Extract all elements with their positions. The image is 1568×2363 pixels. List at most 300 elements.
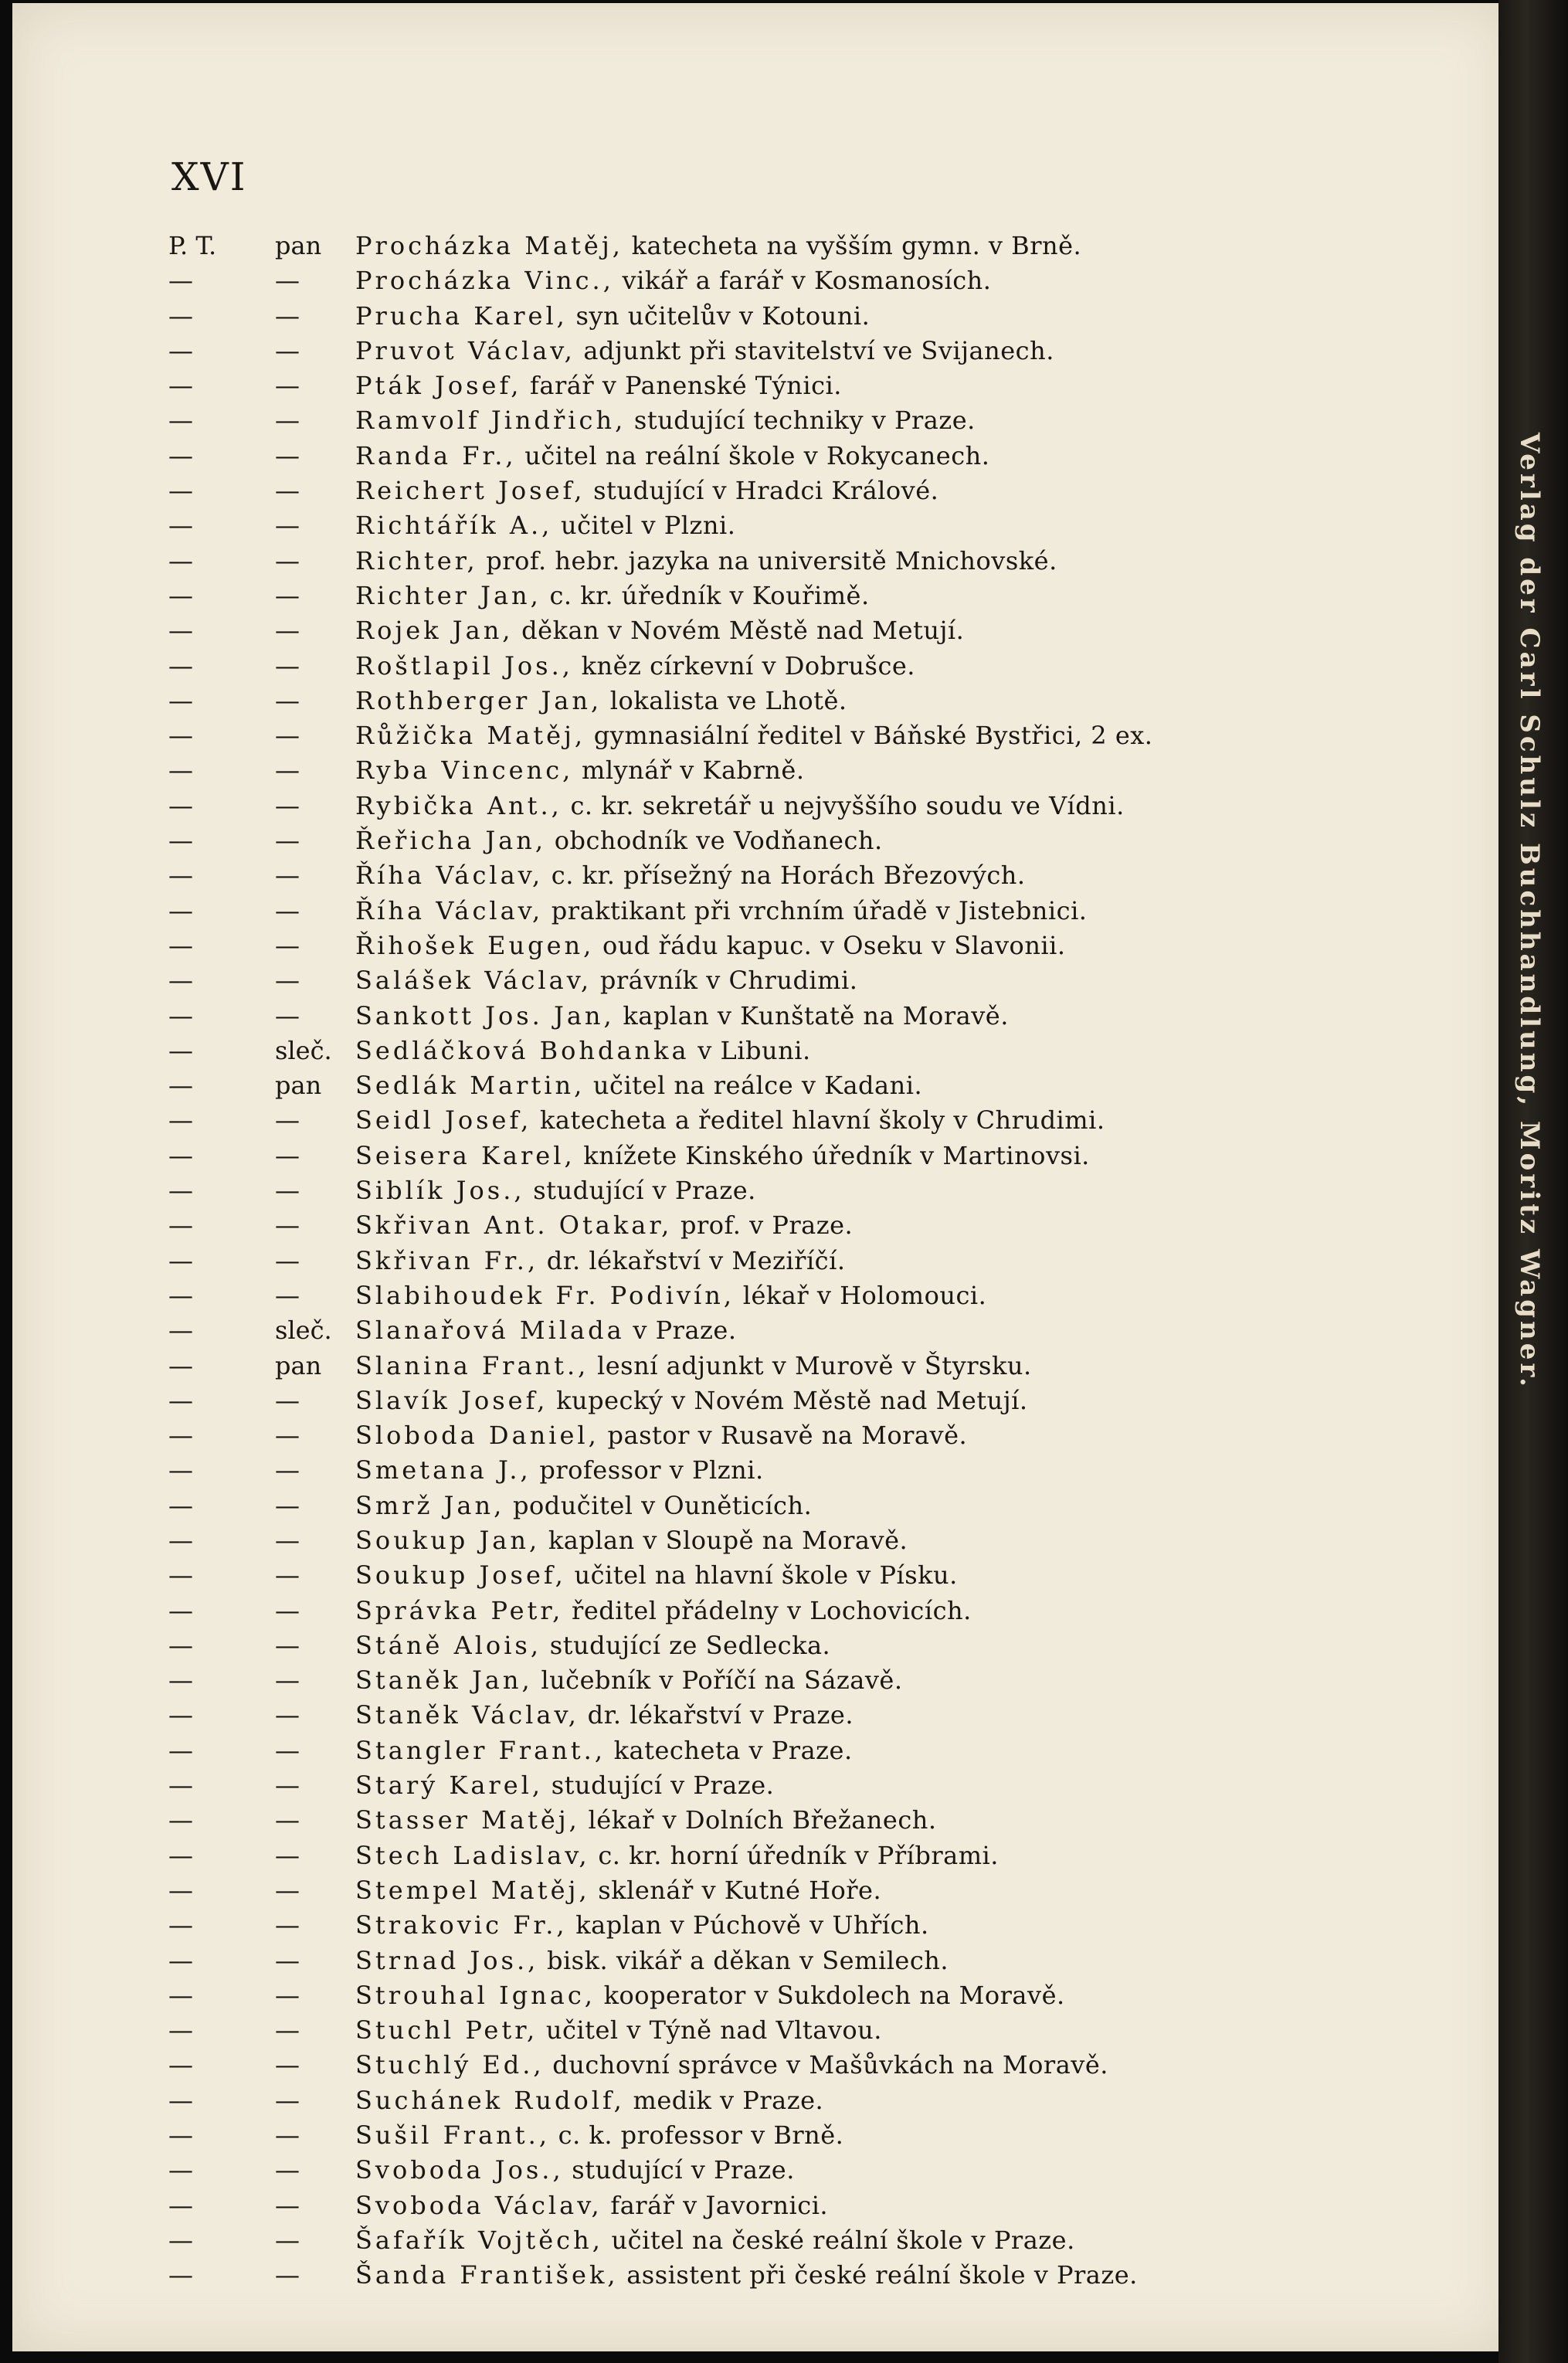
entry-text — [355, 649, 915, 684]
person-name: Sedláčková Bohdanka — [355, 1035, 690, 1065]
honorific-column: — — [275, 650, 300, 681]
person-description: děkan v Novém Městě nad Metují. — [513, 616, 965, 646]
person-description: katecheta na vyšším gymn. v Brně. — [623, 231, 1082, 260]
book-page — [12, 3, 1511, 2351]
list-item — [12, 718, 1325, 753]
list-item — [12, 2013, 1325, 2048]
entry-text — [355, 474, 938, 508]
person-name: Pruvot Václav, — [355, 335, 575, 365]
title-column: — — [168, 1385, 193, 1415]
list-item — [12, 1384, 1325, 1418]
title-column: — — [168, 300, 193, 331]
list-item — [12, 368, 1325, 403]
person-description: katecheta a ředitel hlavní školy v Chrudimi. — [531, 1105, 1105, 1136]
person-description: studující v Praze. — [524, 1176, 756, 1206]
list-item — [12, 999, 1325, 1034]
honorific-column: — — [275, 1176, 300, 1206]
honorific-column: — — [275, 930, 300, 960]
person-name: Seidl Josef, — [355, 1105, 532, 1136]
person-description: farář v Javornici. — [602, 2190, 829, 2220]
title-column: — — [168, 1000, 193, 1030]
list-item — [12, 229, 1325, 263]
list-item — [12, 508, 1325, 543]
person-name: Slanařová Milada — [355, 1316, 625, 1346]
person-name: Svoboda Václav, — [355, 2190, 602, 2220]
list-item — [12, 1208, 1325, 1243]
entry-text — [355, 1908, 929, 1943]
title-column: — — [168, 1455, 193, 1485]
person-description: professor v Plzni. — [531, 1455, 764, 1485]
list-item — [12, 1068, 1325, 1103]
list-item — [12, 2258, 1325, 2293]
person-description: c. k. professor v Brně. — [549, 2120, 844, 2151]
person-name: Soukup Josef, — [355, 1560, 566, 1591]
entry-text — [355, 2223, 1075, 2258]
person-description: lokalista ve Lhotě. — [602, 685, 847, 715]
title-column: — — [168, 1560, 193, 1591]
list-item — [12, 1313, 1325, 1348]
person-name: Smetana J., — [355, 1455, 531, 1485]
person-description: ředitel přádelny v Lochovicích. — [563, 1595, 972, 1625]
title-column: — — [168, 1910, 193, 1940]
title-column: — — [168, 826, 193, 856]
person-name: Skřivan Fr., — [355, 1245, 539, 1275]
person-name: Rybička Ant., — [355, 790, 562, 820]
title-column: — — [168, 1630, 193, 1660]
title-column: — — [168, 2155, 193, 2185]
person-name: Sankott Jos. Jan, — [355, 1000, 615, 1030]
list-item — [12, 1594, 1325, 1628]
entry-text — [355, 1489, 812, 1523]
person-name: Stech Ladislav, — [355, 1840, 590, 1870]
honorific-column: — — [275, 406, 300, 436]
honorific-column: pan — [275, 1350, 322, 1380]
entry-text — [355, 1594, 972, 1628]
entry-text — [355, 2258, 1138, 2293]
honorific-column: — — [275, 2190, 300, 2220]
entry-text — [355, 1838, 999, 1873]
person-name: Richter, — [355, 545, 478, 575]
entry-text — [355, 508, 735, 543]
entry-text — [355, 334, 1054, 368]
entry-text — [355, 1628, 830, 1663]
honorific-column: — — [275, 1910, 300, 1940]
list-item — [12, 1523, 1325, 1558]
entry-text — [355, 613, 964, 648]
honorific-column: — — [275, 2155, 300, 2185]
list-item — [12, 1873, 1325, 1908]
person-name: Říha Václav, — [355, 861, 544, 891]
title-column: — — [168, 1735, 193, 1765]
list-item — [12, 474, 1325, 508]
entry-text — [355, 999, 1009, 1034]
person-description: lékař v Dolních Břežanech. — [579, 1805, 937, 1835]
title-column: — — [168, 2190, 193, 2220]
title-column: — — [168, 861, 193, 891]
person-name: Řeřicha Jan, — [355, 826, 547, 856]
honorific-column: — — [275, 1665, 300, 1696]
title-column: — — [168, 721, 193, 751]
person-name: Řihošek Eugen, — [355, 930, 595, 960]
honorific-column: — — [275, 511, 300, 541]
person-description: prof. v Praze. — [672, 1210, 854, 1241]
entry-text — [355, 1068, 922, 1103]
title-column: — — [168, 476, 193, 506]
title-column: — — [168, 930, 193, 960]
list-item — [12, 2188, 1325, 2223]
person-name: Smrž Jan, — [355, 1490, 505, 1520]
honorific-column: — — [275, 1805, 300, 1835]
entry-text — [355, 789, 1125, 823]
person-name: Říha Václav, — [355, 895, 544, 925]
person-name: Pták Josef, — [355, 371, 522, 401]
title-column: — — [168, 1176, 193, 1206]
honorific-column: — — [275, 2015, 300, 2046]
entry-text — [355, 229, 1081, 263]
entry-text — [355, 544, 1057, 579]
person-description: kupecký v Novém Městě nad Metují. — [548, 1385, 1028, 1415]
entry-text — [355, 858, 1026, 893]
list-item — [12, 1733, 1325, 1768]
list-item — [12, 1139, 1325, 1173]
person-name: Stasser Matěj, — [355, 1805, 580, 1835]
honorific-column: — — [275, 1875, 300, 1905]
title-column: — — [168, 2120, 193, 2151]
list-item — [12, 1768, 1325, 1803]
title-column: — — [168, 1665, 193, 1696]
person-description: kooperator v Sukdolech na Moravě. — [595, 1980, 1065, 2010]
person-name: Sušil Frant., — [355, 2120, 550, 2151]
person-description: lékař v Holomouci. — [735, 1280, 987, 1310]
person-name: Prucha Karel, — [355, 300, 568, 331]
honorific-column: — — [275, 895, 300, 925]
person-name: Strakovic Fr., — [355, 1910, 568, 1940]
list-item — [12, 1698, 1325, 1733]
honorific-column: — — [275, 1630, 300, 1660]
entry-text — [355, 2153, 795, 2188]
honorific-column: — — [275, 1280, 300, 1310]
title-column: — — [168, 1980, 193, 2010]
honorific-column: — — [275, 1455, 300, 1485]
list-item — [12, 894, 1325, 929]
entry-text — [355, 1978, 1065, 2013]
list-item — [12, 1558, 1325, 1593]
list-item — [12, 963, 1325, 998]
list-item — [12, 789, 1325, 823]
entry-text — [355, 1663, 903, 1698]
person-name: Stuchlý Ed., — [355, 2050, 545, 2080]
list-item — [12, 1173, 1325, 1208]
subscriber-list — [12, 229, 1325, 2293]
person-description: studující v Praze. — [563, 2155, 795, 2185]
title-column: — — [168, 371, 193, 401]
honorific-column: — — [275, 826, 300, 856]
list-item — [12, 1944, 1325, 1978]
entry-text — [355, 753, 805, 788]
person-name: Šanda František, — [355, 2260, 619, 2290]
person-description: assistent při české reální škole v Praze. — [618, 2260, 1138, 2290]
list-item — [12, 1349, 1325, 1384]
honorific-column: — — [275, 1840, 300, 1870]
person-name: Salášek Václav, — [355, 966, 592, 996]
title-column: — — [168, 1421, 193, 1451]
person-name: Staněk Václav, — [355, 1700, 579, 1730]
person-description: učitel v Týně nad Vltavou. — [538, 2015, 882, 2046]
title-column: — — [168, 2260, 193, 2290]
person-description: kněz církevní v Dobrušce. — [572, 650, 915, 681]
entry-text — [355, 1173, 756, 1208]
entry-text — [355, 1034, 811, 1068]
title-column: — — [168, 2085, 193, 2115]
title-column: — — [168, 1490, 193, 1520]
person-name: Sloboda Daniel, — [355, 1421, 599, 1451]
honorific-column: — — [275, 1980, 300, 2010]
title-column: — — [168, 1316, 193, 1346]
person-name: Ryba Vincenc, — [355, 755, 574, 786]
person-name: Roštlapil Jos., — [355, 650, 573, 681]
honorific-column: — — [275, 1560, 300, 1591]
person-description: prof. hebr. jazyka na universitě Mnichovské. — [477, 545, 1057, 575]
person-description: obchodník ve Vodňanech. — [546, 826, 883, 856]
title-column: — — [168, 1140, 193, 1170]
honorific-column: — — [275, 1490, 300, 1520]
title-column: — — [168, 1525, 193, 1555]
entry-text — [355, 894, 1087, 929]
person-description: dr. lékařství v Praze. — [579, 1700, 854, 1730]
title-column: — — [168, 650, 193, 681]
entry-text — [355, 1278, 986, 1313]
person-name: Slavík Josef, — [355, 1385, 548, 1415]
person-name: Stuchl Petr, — [355, 2015, 538, 2046]
person-description: adjunkt při stavitelství ve Svijanech. — [575, 335, 1054, 365]
entry-text — [355, 2118, 843, 2153]
honorific-column: — — [275, 1421, 300, 1451]
list-item — [12, 929, 1325, 963]
entry-text — [355, 1453, 764, 1488]
person-name: Stangler Frant., — [355, 1735, 606, 1765]
entry-text — [355, 2188, 828, 2223]
title-column: — — [168, 1840, 193, 1870]
honorific-column: — — [275, 1000, 300, 1030]
person-description: oud řádu kapuc. v Oseku v Slavonii. — [594, 930, 1066, 960]
person-description: učitel v Plzni. — [552, 511, 736, 541]
person-description: pastor v Rusavě na Moravě. — [599, 1421, 968, 1451]
title-column: — — [168, 1280, 193, 1310]
person-description: syn učitelův v Kotouni. — [567, 300, 871, 331]
honorific-column: — — [275, 1525, 300, 1555]
person-description: c. kr. sekretář u nejvyššího soudu ve Vídni. — [562, 790, 1125, 820]
page-number: XVI — [171, 154, 247, 199]
list-item — [12, 1453, 1325, 1488]
entry-text — [355, 299, 870, 334]
entry-text — [355, 1698, 854, 1733]
list-item — [12, 263, 1325, 298]
list-item — [12, 823, 1325, 858]
entry-text — [355, 1139, 1090, 1173]
person-name: Reichert Josef, — [355, 476, 585, 506]
person-description: bisk. vikář a děkan v Semilech. — [538, 1945, 949, 1975]
entry-text — [355, 1944, 949, 1978]
honorific-column: — — [275, 335, 300, 365]
person-description: knížete Kinského úředník v Martinovsi. — [575, 1140, 1090, 1170]
honorific-column: — — [275, 2225, 300, 2255]
list-item — [12, 1103, 1325, 1138]
list-item — [12, 1838, 1325, 1873]
entry-text — [355, 1418, 967, 1453]
honorific-column: — — [275, 2050, 300, 2080]
honorific-column: — — [275, 1210, 300, 1241]
honorific-column: — — [275, 685, 300, 715]
list-item — [12, 2083, 1325, 2118]
person-name: Strouhal Ignac, — [355, 1980, 596, 2010]
honorific-column: — — [275, 1140, 300, 1170]
honorific-column: — — [275, 371, 300, 401]
honorific-column: — — [275, 580, 300, 610]
title-column: — — [168, 335, 193, 365]
honorific-column: — — [275, 616, 300, 646]
honorific-column: — — [275, 545, 300, 575]
honorific-column: — — [275, 2260, 300, 2290]
entry-text — [355, 1313, 736, 1348]
entry-text — [355, 1349, 1032, 1384]
honorific-column: — — [275, 440, 300, 470]
person-description: vikář a farář v Kosmanosích. — [613, 266, 992, 296]
title-column: — — [168, 790, 193, 820]
list-item — [12, 1628, 1325, 1663]
person-description: katecheta v Praze. — [605, 1735, 853, 1765]
honorific-column: — — [275, 1385, 300, 1415]
honorific-column: sleč. — [275, 1035, 332, 1065]
person-name: Svoboda Jos., — [355, 2155, 564, 2185]
title-column: P. T. — [168, 231, 217, 260]
list-item — [12, 649, 1325, 684]
title-column: — — [168, 1350, 193, 1380]
person-description: c. kr. horní úředník v Příbrami. — [589, 1840, 999, 1870]
entry-text — [355, 2048, 1108, 2083]
person-description: právník v Chrudimi. — [592, 966, 858, 996]
entry-text — [355, 1244, 846, 1278]
title-column: — — [168, 1771, 193, 1801]
entry-text — [355, 823, 883, 858]
honorific-column: — — [275, 1945, 300, 1975]
person-description: v Praze. — [624, 1316, 737, 1346]
person-name: Soukup Jan, — [355, 1525, 541, 1555]
person-description: duchovní správce v Mašůvkách na Moravě. — [544, 2050, 1108, 2080]
person-name: Richter Jan, — [355, 580, 541, 610]
person-description: učitel na hlavní škole v Písku. — [565, 1560, 958, 1591]
honorific-column: — — [275, 755, 300, 786]
person-name: Skřivan Ant. Otakar, — [355, 1210, 673, 1241]
entry-text — [355, 1208, 853, 1243]
title-column: — — [168, 1105, 193, 1136]
person-name: Seisera Karel, — [355, 1140, 575, 1170]
entry-text — [355, 1873, 881, 1908]
entry-text — [355, 963, 857, 998]
person-name: Suchánek Rudolf, — [355, 2085, 625, 2115]
person-description: gymnasiální ředitel v Báňské Bystřici, 2 ex. — [585, 721, 1153, 751]
list-item — [12, 1489, 1325, 1523]
person-name: Sedlák Martin, — [355, 1071, 585, 1101]
list-item — [12, 544, 1325, 579]
list-item — [12, 1978, 1325, 2013]
honorific-column: — — [275, 1105, 300, 1136]
title-column: — — [168, 580, 193, 610]
honorific-column: — — [275, 300, 300, 331]
person-description: lesní adjunkt v Murově v Štyrsku. — [589, 1350, 1032, 1380]
honorific-column: — — [275, 1735, 300, 1765]
list-item — [12, 753, 1325, 788]
entry-text — [355, 684, 847, 718]
person-description: farář v Panenské Týnici. — [521, 371, 842, 401]
title-column: — — [168, 685, 193, 715]
person-name: Rothberger Jan, — [355, 685, 602, 715]
list-item — [12, 2118, 1325, 2153]
person-description: studující techniky v Praze. — [626, 406, 976, 436]
title-column: — — [168, 2225, 193, 2255]
person-name: Randa Fr., — [355, 440, 517, 470]
entry-text — [355, 929, 1066, 963]
entry-text — [355, 1384, 1028, 1418]
title-column: — — [168, 966, 193, 996]
title-column: — — [168, 1805, 193, 1835]
list-item — [12, 858, 1325, 893]
title-column: — — [168, 1210, 193, 1241]
honorific-column: — — [275, 266, 300, 296]
title-column: — — [168, 266, 193, 296]
list-item — [12, 1244, 1325, 1278]
person-name: Slabihoudek Fr. Podivín, — [355, 1280, 735, 1310]
person-name: Slanina Frant., — [355, 1350, 589, 1380]
list-item — [12, 403, 1325, 438]
title-column: — — [168, 511, 193, 541]
honorific-column: sleč. — [275, 1316, 332, 1346]
person-description: studující v Hradci Králové. — [585, 476, 939, 506]
entry-text — [355, 263, 991, 298]
honorific-column: — — [275, 1245, 300, 1275]
person-name: Staněk Jan, — [355, 1665, 533, 1696]
person-name: Stempel Matěj, — [355, 1875, 590, 1905]
honorific-column: — — [275, 2120, 300, 2151]
honorific-column: — — [275, 2085, 300, 2115]
entry-text — [355, 579, 870, 613]
title-column: — — [168, 895, 193, 925]
entry-text — [355, 2083, 823, 2118]
honorific-column: — — [275, 1771, 300, 1801]
title-column: — — [168, 2015, 193, 2046]
list-item — [12, 1803, 1325, 1838]
list-item — [12, 2223, 1325, 2258]
title-column: — — [168, 1875, 193, 1905]
person-description: medik v Praze. — [624, 2085, 824, 2115]
person-description: lučebník v Poříčí na Sázavě. — [532, 1665, 903, 1696]
title-column: — — [168, 545, 193, 575]
person-name: Siblík Jos., — [355, 1176, 525, 1206]
entry-text — [355, 1523, 908, 1558]
honorific-column: — — [275, 790, 300, 820]
entry-text — [355, 1803, 937, 1838]
honorific-column: pan — [275, 1071, 322, 1101]
person-name: Procházka Vinc., — [355, 266, 614, 296]
honorific-column: pan — [275, 231, 322, 260]
person-description: kaplan v Púchově v Uhřích. — [567, 1910, 929, 1940]
list-item — [12, 579, 1325, 613]
person-name: Starý Karel, — [355, 1771, 544, 1801]
list-item — [12, 2153, 1325, 2188]
entry-text — [355, 1733, 853, 1768]
person-name: Růžička Matěj, — [355, 721, 586, 751]
person-name: Strnad Jos., — [355, 1945, 539, 1975]
title-column: — — [168, 440, 193, 470]
